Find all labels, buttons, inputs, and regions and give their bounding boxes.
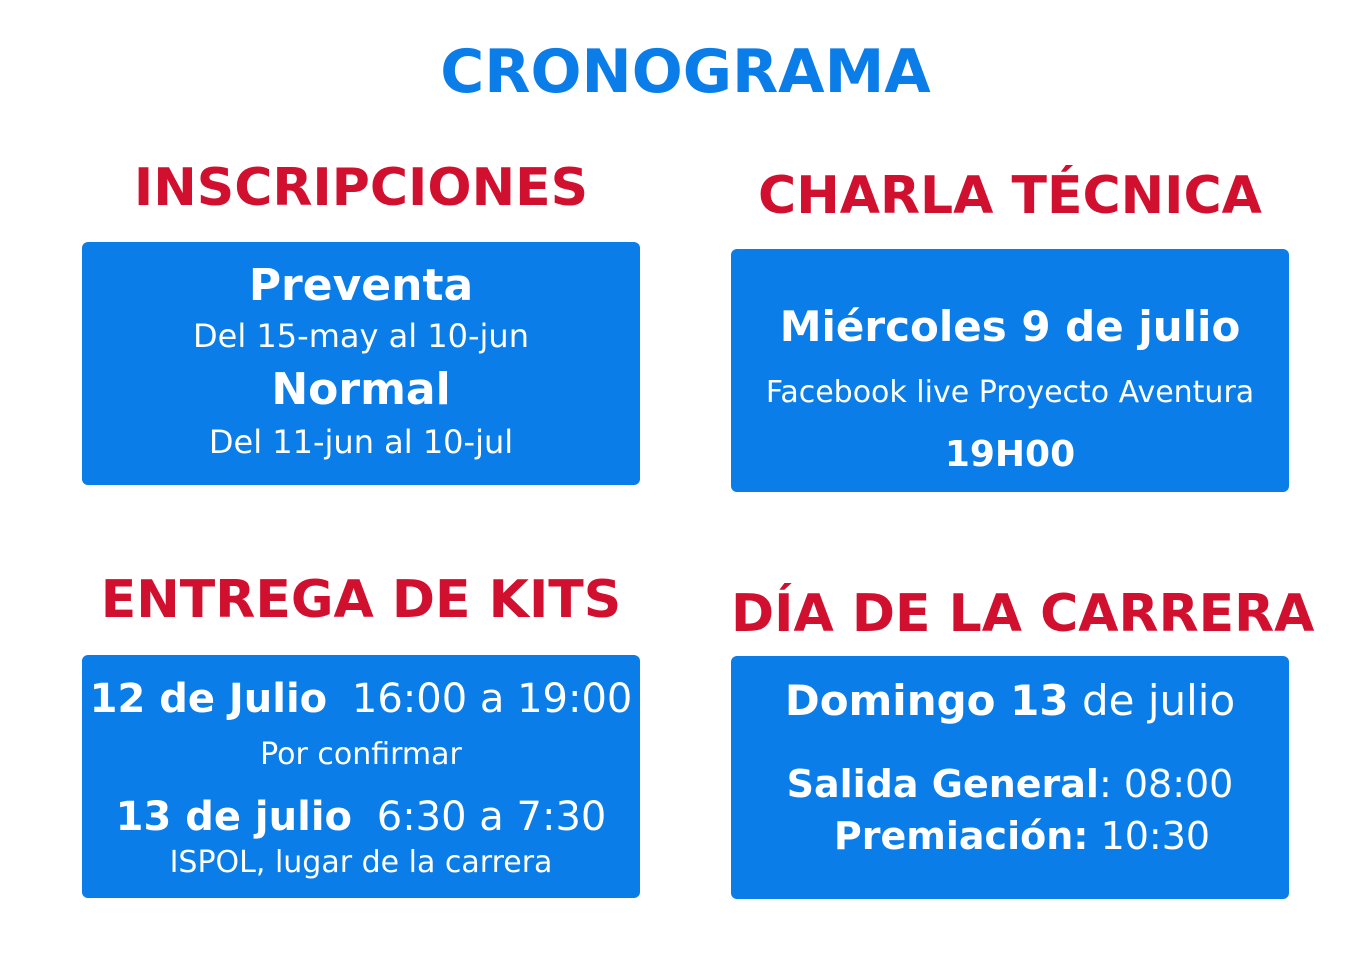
- kits-day1: [82, 673, 640, 725]
- kits-card: [82, 655, 640, 898]
- kits-heading: ENTREGA DE KITS: [100, 570, 622, 630]
- kits-day1-time: 16:00 a 19:00: [351, 676, 633, 722]
- kits-day2: [82, 791, 640, 843]
- charla-card: [731, 249, 1289, 492]
- charla-time: 19H00: [944, 434, 1076, 475]
- inscripciones-card: [82, 242, 640, 485]
- charla-place: Facebook live Proyecto Aventura: [765, 375, 1255, 410]
- salida-label: Salida General: [786, 762, 1099, 806]
- normal-dates: Del 11-jun al 10-jul: [208, 423, 514, 461]
- normal-label: Normal: [271, 364, 451, 415]
- premiacion-time: 10:30: [1100, 814, 1211, 858]
- preventa-dates: Del 15-may al 10-jun: [193, 317, 529, 355]
- carrera-date-bold: Domingo 13: [784, 676, 1069, 725]
- carrera-heading: DÍA DE LA CARRERA: [731, 584, 1315, 644]
- preventa-label: Preventa: [248, 260, 474, 311]
- charla-date: Miércoles 9 de julio: [779, 302, 1241, 351]
- carrera-card: [731, 656, 1289, 899]
- salida-time: : 08:00: [1098, 762, 1234, 806]
- premiacion-label: Premiación:: [833, 814, 1089, 858]
- kits-day1-date: 12 de Julio: [89, 676, 328, 722]
- kits-day1-note: Por confirmar: [260, 737, 462, 772]
- kits-day2-time: 6:30 a 7:30: [376, 794, 607, 840]
- carrera-premiacion: [731, 812, 1289, 860]
- carrera-date: [731, 674, 1289, 728]
- page-title: CRONOGRAMA: [440, 37, 931, 107]
- charla-heading: CHARLA TÉCNICA: [758, 166, 1262, 226]
- carrera-date-rest: de julio: [1081, 676, 1236, 725]
- kits-day2-note: ISPOL, lugar de la carrera: [169, 845, 553, 880]
- inscripciones-heading: INSCRIPCIONES: [133, 158, 589, 218]
- carrera-salida: [731, 760, 1289, 808]
- kits-day2-date: 13 de julio: [115, 794, 353, 840]
